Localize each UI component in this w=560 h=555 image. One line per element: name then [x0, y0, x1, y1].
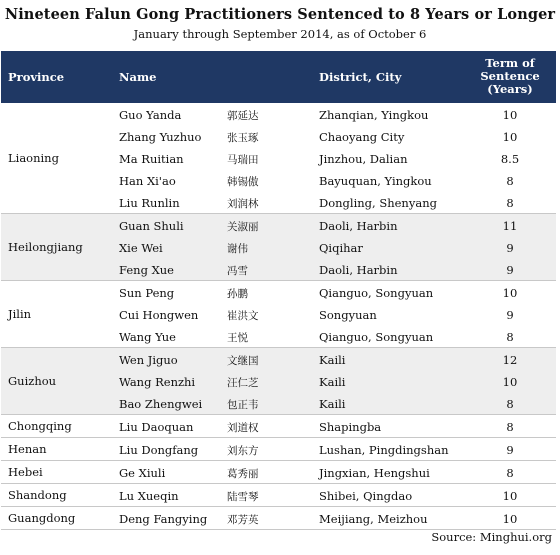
- name-cell: Wen Jiguo: [119, 353, 178, 367]
- chinese-name-cell: 郭延达: [227, 110, 259, 122]
- source-note: Source: Minghui.org: [431, 530, 552, 544]
- term-cell: 8: [506, 466, 514, 480]
- province-group: [1, 214, 556, 281]
- table-row: [1, 507, 556, 529]
- term-cell: 10: [502, 286, 518, 300]
- term-cell: 9: [506, 241, 514, 255]
- chinese-name-cell: 王悦: [227, 332, 248, 344]
- district-cell: Dongling, Shenyang: [319, 196, 437, 210]
- province-group: [1, 507, 556, 530]
- district-cell: Qianguo, Songyuan: [319, 330, 434, 344]
- district-cell: Qiqihar: [319, 241, 363, 255]
- chinese-name-cell: 关淑丽: [227, 221, 259, 233]
- district-cell: Jinzhou, Dalian: [319, 152, 408, 166]
- table-row: [1, 147, 556, 169]
- term-cell: 8: [506, 420, 514, 434]
- name-cell: Wang Yue: [119, 330, 176, 344]
- document-title: Nineteen Falun Gong Practitioners Sentenced to 8 Years or Longer: [4, 6, 556, 23]
- chinese-name-cell: 汪仁芝: [227, 377, 259, 389]
- district-cell: Kaili: [319, 397, 346, 411]
- table-row: [1, 348, 556, 370]
- chinese-name-cell: 文继国: [227, 355, 259, 367]
- chinese-name-cell: 张玉琢: [227, 132, 259, 144]
- name-cell: Guan Shuli: [119, 219, 184, 233]
- table-row: [1, 236, 556, 258]
- chinese-name-cell: 包正韦: [227, 399, 259, 411]
- chinese-name-cell: 邓芳英: [227, 514, 259, 526]
- table-row: [1, 103, 556, 125]
- district-cell: Zhanqian, Yingkou: [319, 108, 429, 122]
- province-group: [1, 461, 556, 484]
- term-cell: 8: [506, 330, 514, 344]
- name-cell: Ge Xiuli: [119, 466, 166, 480]
- table-row: [1, 461, 556, 483]
- table-row: [1, 214, 556, 236]
- chinese-name-cell: 刘道权: [227, 422, 259, 434]
- district-cell: Daoli, Harbin: [319, 263, 398, 277]
- document-subtitle: January through September 2014, as of October 6: [133, 27, 427, 41]
- term-cell: 8: [506, 196, 514, 210]
- term-cell: 9: [506, 443, 514, 457]
- table-row: [1, 370, 556, 392]
- term-cell: 10: [502, 375, 518, 389]
- chinese-name-cell: 马瑞田: [227, 154, 259, 166]
- table-row: [1, 281, 556, 303]
- province-cell: Guangdong: [8, 511, 76, 525]
- name-cell: Lu Xueqin: [119, 489, 179, 503]
- table-row: [1, 392, 556, 414]
- term-cell: 8: [506, 174, 514, 188]
- name-cell: Ma Ruitian: [119, 152, 184, 166]
- table-row: [1, 258, 556, 280]
- district-cell: Kaili: [319, 353, 346, 367]
- province-group: [1, 438, 556, 461]
- name-cell: Deng Fangying: [119, 512, 208, 526]
- term-cell: 9: [506, 308, 514, 322]
- header-name: Name: [119, 70, 157, 84]
- term-cell: 10: [502, 130, 518, 144]
- district-cell: Kaili: [319, 375, 346, 389]
- district-cell: Chaoyang City: [319, 130, 405, 144]
- chinese-name-cell: 韩锡傲: [227, 176, 259, 188]
- header-province: Province: [8, 70, 65, 84]
- province-cell: Hebei: [8, 465, 43, 479]
- chinese-name-cell: 谢伟: [227, 243, 248, 255]
- district-cell: Songyuan: [319, 308, 377, 322]
- chinese-name-cell: 刘东方: [227, 445, 259, 457]
- term-cell: 11: [502, 219, 518, 233]
- term-cell: 12: [502, 353, 518, 367]
- header-district: District, City: [319, 70, 402, 84]
- chinese-name-cell: 冯雪: [227, 265, 248, 277]
- table-row: [1, 438, 556, 460]
- name-cell: Han Xi'ao: [119, 174, 176, 188]
- province-cell: Heilongjiang: [8, 240, 83, 254]
- province-cell: Guizhou: [8, 374, 57, 388]
- district-cell: Meijiang, Meizhou: [319, 512, 428, 526]
- table-row: [1, 169, 556, 191]
- name-cell: Wang Renzhi: [119, 375, 196, 389]
- chinese-name-cell: 陆雪琴: [227, 491, 259, 503]
- district-cell: Bayuquan, Yingkou: [319, 174, 432, 188]
- district-cell: Lushan, Pingdingshan: [319, 443, 449, 457]
- chinese-name-cell: 崔洪文: [227, 310, 259, 322]
- name-cell: Zhang Yuzhuo: [119, 130, 202, 144]
- table-row: [1, 325, 556, 347]
- province-cell: Jilin: [8, 307, 32, 321]
- name-cell: Sun Peng: [119, 286, 175, 300]
- table-row: [1, 303, 556, 325]
- name-cell: Liu Dongfang: [119, 443, 199, 457]
- term-cell: 10: [502, 108, 518, 122]
- district-cell: Jingxian, Hengshui: [319, 466, 430, 480]
- district-cell: Daoli, Harbin: [319, 219, 398, 233]
- province-group: [1, 348, 556, 415]
- name-cell: Cui Hongwen: [119, 308, 199, 322]
- name-cell: Liu Daoquan: [119, 420, 194, 434]
- district-cell: Qianguo, Songyuan: [319, 286, 434, 300]
- province-cell: Henan: [8, 442, 47, 456]
- province-group: [1, 103, 556, 214]
- province-group: [1, 484, 556, 507]
- name-cell: Xie Wei: [119, 241, 163, 255]
- table-row: [1, 125, 556, 147]
- table-row: [1, 484, 556, 506]
- province-group: [1, 281, 556, 348]
- chinese-name-cell: 刘润林: [227, 198, 259, 210]
- name-cell: Feng Xue: [119, 263, 174, 277]
- table-row: [1, 191, 556, 213]
- term-cell: 8: [506, 397, 514, 411]
- header-term: Term of Sentence (Years): [480, 56, 540, 96]
- province-cell: Chongqing: [8, 419, 72, 433]
- province-cell: Shandong: [8, 488, 67, 502]
- name-cell: Guo Yanda: [119, 108, 182, 122]
- table-row: [1, 415, 556, 437]
- chinese-name-cell: 葛秀丽: [227, 468, 259, 480]
- name-cell: Bao Zhengwei: [119, 397, 203, 411]
- province-cell: Liaoning: [8, 151, 59, 165]
- term-cell: 9: [506, 263, 514, 277]
- chinese-name-cell: 孙鹏: [227, 288, 248, 300]
- province-group: [1, 415, 556, 438]
- term-cell: 10: [502, 512, 518, 526]
- name-cell: Liu Runlin: [119, 196, 180, 210]
- district-cell: Shibei, Qingdao: [319, 489, 413, 503]
- term-cell: 8.5: [500, 152, 520, 166]
- table-header: [1, 51, 556, 103]
- term-cell: 10: [502, 489, 518, 503]
- district-cell: Shapingba: [319, 420, 382, 434]
- table-body: [1, 103, 556, 530]
